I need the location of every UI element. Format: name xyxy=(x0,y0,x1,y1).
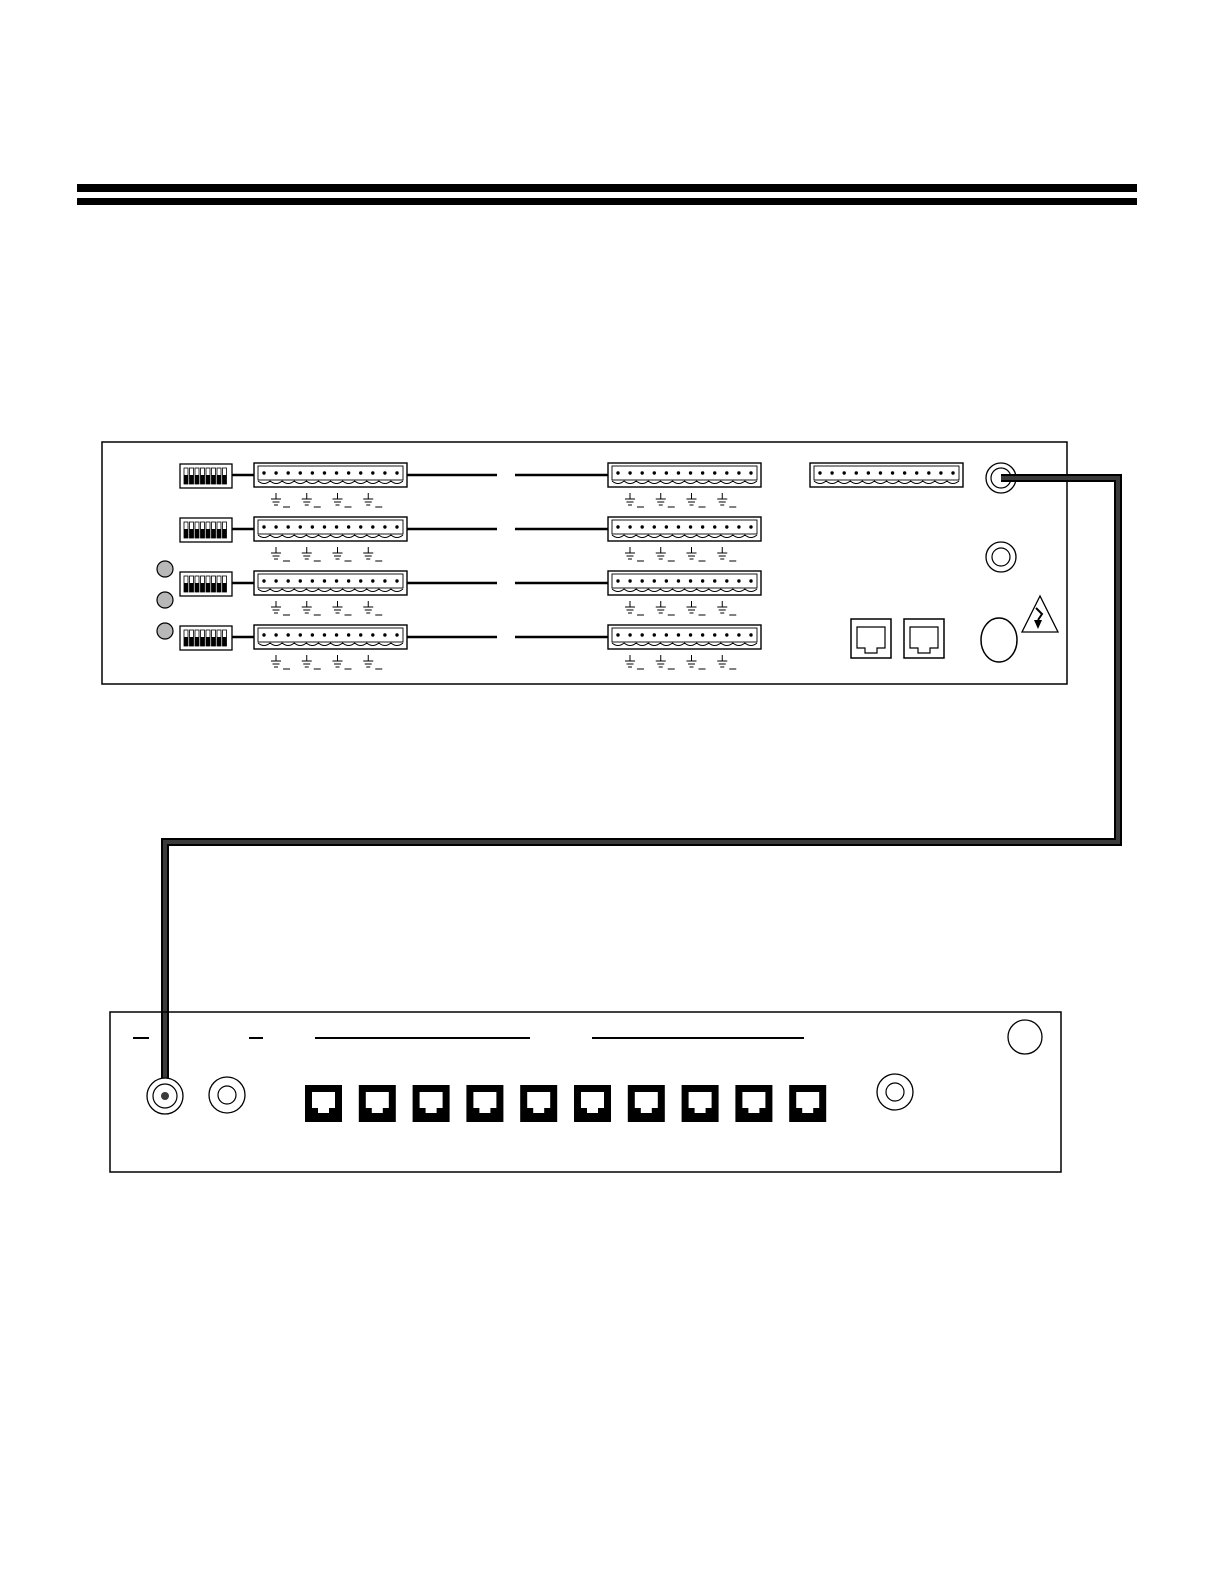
terminal-pin xyxy=(335,633,338,636)
terminal-pin xyxy=(311,525,314,528)
dip-switch-lever xyxy=(217,529,221,538)
terminal-pin xyxy=(689,471,692,474)
terminal-pin xyxy=(725,471,728,474)
ground-icon xyxy=(271,655,290,669)
ground-icon xyxy=(656,493,675,507)
terminal-pin xyxy=(677,579,680,582)
terminal-block-left[interactable] xyxy=(254,571,407,615)
terminal-pin xyxy=(677,525,680,528)
ground-icon xyxy=(687,601,706,615)
ground-icon xyxy=(333,493,352,507)
terminal-pin xyxy=(915,471,918,474)
terminal-pin xyxy=(347,579,350,582)
dip-switch-lever xyxy=(217,637,221,646)
rj-jack-row xyxy=(305,1085,826,1122)
terminal-pin xyxy=(616,579,619,582)
terminal-pin xyxy=(274,525,277,528)
terminal-pin xyxy=(299,579,302,582)
terminal-pin xyxy=(371,633,374,636)
ground-icon xyxy=(363,547,382,561)
terminal-pin xyxy=(628,525,631,528)
coax-connector-b2[interactable] xyxy=(209,1077,245,1113)
high-voltage-warning-icon xyxy=(1022,596,1058,632)
extra-terminal-block xyxy=(810,463,963,487)
terminal-pin xyxy=(713,471,716,474)
status-led xyxy=(157,561,173,577)
terminal-pin xyxy=(286,633,289,636)
terminal-pin xyxy=(628,633,631,636)
dip-switch-lever xyxy=(201,475,205,484)
terminal-pin xyxy=(677,633,680,636)
terminal-pin xyxy=(713,525,716,528)
dip-switch-lever xyxy=(212,529,216,538)
dip-switch-lever xyxy=(212,637,216,646)
ground-icon xyxy=(271,547,290,561)
terminal-pin xyxy=(347,633,350,636)
terminal-pin xyxy=(689,525,692,528)
terminal-pin xyxy=(335,471,338,474)
module-rows xyxy=(180,463,761,669)
ground-icon xyxy=(625,547,644,561)
dip-switch-icon[interactable] xyxy=(180,572,232,596)
terminal-pin xyxy=(262,525,265,528)
modular-jacks xyxy=(851,619,944,658)
terminal-pin xyxy=(842,471,845,474)
ground-icon xyxy=(717,547,736,561)
terminal-pin xyxy=(665,579,668,582)
terminal-pin xyxy=(299,525,302,528)
terminal-pin xyxy=(323,471,326,474)
rj-jack-icon[interactable] xyxy=(789,1085,826,1122)
dip-switch-lever xyxy=(206,637,210,646)
terminal-pin xyxy=(383,525,386,528)
terminal-pin xyxy=(689,633,692,636)
terminal-pin xyxy=(262,633,265,636)
terminal-pin xyxy=(951,471,954,474)
coax-icon[interactable] xyxy=(209,1077,245,1113)
terminal-pin xyxy=(371,525,374,528)
header-rule-bottom xyxy=(77,198,1137,205)
module-row xyxy=(180,571,761,615)
coax-connector-2[interactable] xyxy=(986,542,1016,572)
rj-jack-icon[interactable] xyxy=(520,1085,557,1122)
terminal-pin xyxy=(371,471,374,474)
terminal-pin xyxy=(701,471,704,474)
terminal-pin xyxy=(347,471,350,474)
terminal-pin xyxy=(616,633,619,636)
terminal-pin xyxy=(713,633,716,636)
terminal-pin xyxy=(311,633,314,636)
terminal-pin xyxy=(737,525,740,528)
terminal-pin xyxy=(262,471,265,474)
terminal-pin xyxy=(879,471,882,474)
dip-switch-lever xyxy=(190,529,194,538)
terminal-pin xyxy=(371,579,374,582)
dip-switch-lever xyxy=(195,529,199,538)
terminal-pin xyxy=(903,471,906,474)
terminal-pin xyxy=(725,579,728,582)
terminal-pin xyxy=(640,633,643,636)
dip-switch-lever xyxy=(184,637,188,646)
terminal-pin xyxy=(701,633,704,636)
ground-icon xyxy=(687,655,706,669)
rear-panel-a xyxy=(102,442,1067,684)
terminal-pin xyxy=(299,471,302,474)
terminal-pin xyxy=(359,633,362,636)
dip-switch-icon[interactable] xyxy=(180,464,232,488)
terminal-block-left[interactable] xyxy=(254,625,407,669)
terminal-pin xyxy=(830,471,833,474)
terminal-pin xyxy=(749,471,752,474)
terminal-pin xyxy=(749,633,752,636)
rj-jack-icon[interactable] xyxy=(628,1085,665,1122)
dip-switch-lever xyxy=(195,475,199,484)
terminal-pin xyxy=(653,633,656,636)
status-led xyxy=(157,592,173,608)
terminal-pin xyxy=(653,471,656,474)
rear-panel-b xyxy=(110,1012,1061,1172)
terminal-block-right[interactable] xyxy=(608,571,761,615)
dip-switch-lever xyxy=(195,637,199,646)
ground-icon xyxy=(271,601,290,615)
dip-switch-lever xyxy=(190,475,194,484)
dip-switch-icon[interactable] xyxy=(180,518,232,542)
terminal-block-aux[interactable] xyxy=(810,463,963,487)
terminal-pin xyxy=(653,579,656,582)
terminal-pin xyxy=(383,471,386,474)
ground-icon xyxy=(656,601,675,615)
rj-jack-icon[interactable] xyxy=(574,1085,611,1122)
dip-switch-lever xyxy=(212,583,216,592)
terminal-pin xyxy=(323,525,326,528)
coax-icon[interactable] xyxy=(877,1074,913,1110)
rj-jack-icon[interactable] xyxy=(904,619,944,658)
terminal-pin xyxy=(927,471,930,474)
header-rule xyxy=(77,184,1137,205)
rj-jack-icon[interactable] xyxy=(851,619,891,658)
rj-jack-icon[interactable] xyxy=(466,1085,503,1122)
dip-switch-lever xyxy=(223,529,227,538)
terminal-pin xyxy=(867,471,870,474)
ground-icon xyxy=(363,655,382,669)
ground-icon xyxy=(687,493,706,507)
ground-icon xyxy=(717,601,736,615)
terminal-pin xyxy=(286,579,289,582)
rj-jack-icon[interactable] xyxy=(735,1085,772,1122)
terminal-pin xyxy=(262,579,265,582)
rj-jack-icon[interactable] xyxy=(359,1085,396,1122)
terminal-pin xyxy=(818,471,821,474)
terminal-pin xyxy=(359,579,362,582)
dip-switch-lever xyxy=(223,637,227,646)
ground-icon xyxy=(302,601,321,615)
ground-icon xyxy=(302,493,321,507)
rj-jack-icon[interactable] xyxy=(682,1085,719,1122)
terminal-pin xyxy=(701,525,704,528)
ground-icon xyxy=(333,655,352,669)
ground-icon xyxy=(302,655,321,669)
terminal-pin xyxy=(640,471,643,474)
terminal-block-right[interactable] xyxy=(608,463,761,507)
terminal-pin xyxy=(713,579,716,582)
status-leds xyxy=(157,561,173,639)
terminal-pin xyxy=(395,579,398,582)
terminal-pin xyxy=(274,633,277,636)
terminal-pin xyxy=(665,471,668,474)
terminal-pin xyxy=(395,471,398,474)
ground-icon xyxy=(625,493,644,507)
ground-icon xyxy=(333,547,352,561)
ground-icon xyxy=(717,655,736,669)
terminal-pin xyxy=(855,471,858,474)
rj-jack-icon[interactable] xyxy=(305,1085,342,1122)
terminal-pin xyxy=(665,633,668,636)
ground-icon xyxy=(271,493,290,507)
ground-icon xyxy=(625,601,644,615)
terminal-pin xyxy=(286,471,289,474)
dip-switch-lever xyxy=(201,529,205,538)
terminal-pin xyxy=(640,579,643,582)
ground-icon xyxy=(656,655,675,669)
ground-icon xyxy=(363,601,382,615)
rj-jack-icon[interactable] xyxy=(413,1085,450,1122)
module-row xyxy=(180,463,761,507)
module-row xyxy=(180,625,761,669)
dip-switch-lever xyxy=(190,637,194,646)
ground-icon xyxy=(333,601,352,615)
ground-icon xyxy=(687,547,706,561)
dip-switch-lever xyxy=(195,583,199,592)
coax-input[interactable] xyxy=(147,1078,183,1114)
header-rule-top xyxy=(77,184,1137,192)
terminal-pin xyxy=(689,579,692,582)
terminal-pin xyxy=(665,525,668,528)
dip-switch-lever xyxy=(206,475,210,484)
terminal-pin xyxy=(383,633,386,636)
terminal-pin xyxy=(274,579,277,582)
dip-switch-lever xyxy=(217,583,221,592)
terminal-pin xyxy=(359,471,362,474)
dip-switch-lever xyxy=(184,583,188,592)
terminal-pin xyxy=(286,525,289,528)
ground-icon xyxy=(625,655,644,669)
ground-icon xyxy=(656,547,675,561)
terminal-pin xyxy=(299,633,302,636)
dip-switch-lever xyxy=(190,583,194,592)
terminal-pin xyxy=(737,471,740,474)
terminal-block-left[interactable] xyxy=(254,463,407,507)
terminal-pin xyxy=(311,471,314,474)
round-connector-2[interactable] xyxy=(1008,1020,1042,1054)
terminal-pin xyxy=(725,633,728,636)
terminal-pin xyxy=(616,525,619,528)
dip-switch-lever xyxy=(212,475,216,484)
terminal-pin xyxy=(628,579,631,582)
terminal-pin xyxy=(347,525,350,528)
terminal-pin xyxy=(335,525,338,528)
terminal-pin xyxy=(323,633,326,636)
terminal-pin xyxy=(395,525,398,528)
power-inlet-icon[interactable] xyxy=(981,618,1017,662)
terminal-pin xyxy=(725,525,728,528)
terminal-pin xyxy=(891,471,894,474)
dip-switch-lever xyxy=(217,475,221,484)
terminal-pin xyxy=(335,579,338,582)
terminal-pin xyxy=(737,633,740,636)
dip-switch-lever xyxy=(201,637,205,646)
terminal-pin xyxy=(677,471,680,474)
ground-icon xyxy=(302,547,321,561)
dip-switch-lever xyxy=(223,475,227,484)
terminal-pin xyxy=(359,525,362,528)
dip-switch-lever xyxy=(184,529,188,538)
dip-switch-lever xyxy=(201,583,205,592)
terminal-pin xyxy=(939,471,942,474)
terminal-pin xyxy=(640,525,643,528)
terminal-block-left[interactable] xyxy=(254,517,407,561)
terminal-pin xyxy=(653,525,656,528)
terminal-pin xyxy=(395,633,398,636)
terminal-block-right[interactable] xyxy=(608,625,761,669)
terminal-pin xyxy=(701,579,704,582)
status-led xyxy=(157,623,173,639)
terminal-pin xyxy=(737,579,740,582)
coax-center xyxy=(161,1092,169,1100)
dip-switch-lever xyxy=(184,475,188,484)
terminal-pin xyxy=(383,579,386,582)
ground-icon xyxy=(717,493,736,507)
dip-switch-lever xyxy=(206,583,210,592)
terminal-pin xyxy=(749,525,752,528)
round-connector-1[interactable] xyxy=(877,1074,913,1110)
ground-icon xyxy=(363,493,382,507)
terminal-pin xyxy=(749,579,752,582)
dip-switch-icon[interactable] xyxy=(180,626,232,650)
terminal-pin xyxy=(274,471,277,474)
coax-icon[interactable] xyxy=(986,542,1016,572)
terminal-block-right[interactable] xyxy=(608,517,761,561)
terminal-pin xyxy=(311,579,314,582)
dip-switch-lever xyxy=(206,529,210,538)
terminal-pin xyxy=(628,471,631,474)
terminal-pin xyxy=(616,471,619,474)
terminal-pin xyxy=(323,579,326,582)
module-row xyxy=(180,517,761,561)
dip-switch-lever xyxy=(223,583,227,592)
